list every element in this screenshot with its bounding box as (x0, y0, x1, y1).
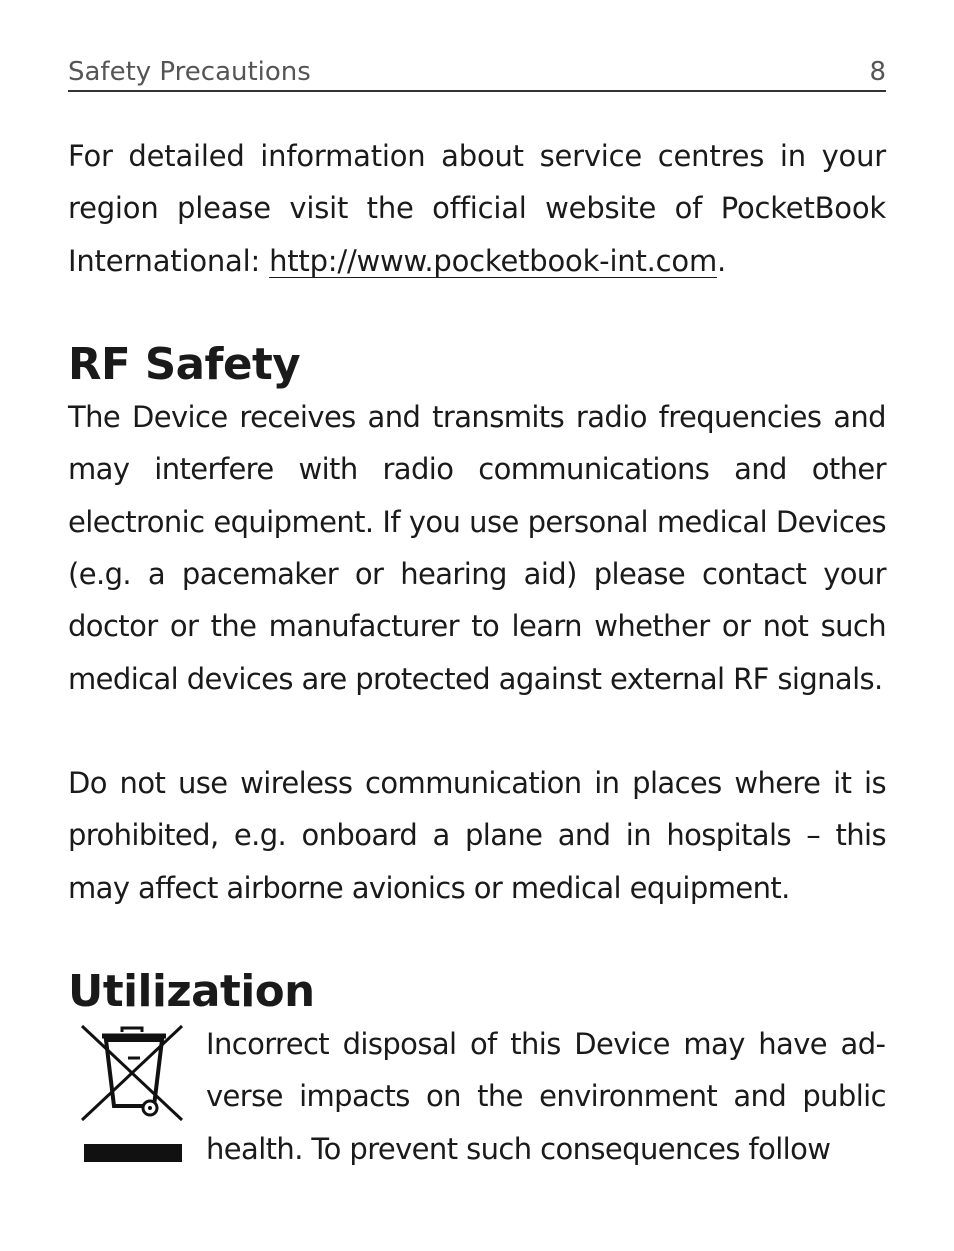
service-info-paragraph (68, 130, 886, 287)
rf-safety-paragraph-2: Do not use wireless communication in places where it is prohibited, e.g. onboard a plane and in hospitals – this may affect airborne avionics or medical equipment. (68, 765, 886, 905)
pocketbook-website-link[interactable]: http://www.pocketbook-int.com (269, 243, 718, 278)
utilization-block (68, 1018, 886, 1175)
utilization-heading: Utilization (68, 966, 315, 1017)
page-number: 8 (869, 57, 886, 87)
page-content (68, 130, 886, 1175)
utilization-paragraph: Incorrect disposal of this Device may have adverse impacts on the environment and public health. To prevent such consequences follow (206, 1027, 886, 1166)
header-title: Safety Precautions (68, 57, 311, 87)
crossed-out-wheelie-bin-icon (76, 1024, 188, 1164)
page-header (68, 56, 886, 92)
rf-safety-heading: RF Safety (68, 339, 301, 390)
service-info-period: . (717, 243, 727, 278)
service-info-text: For detailed information about service centres in your region please visit the official website of PocketBook International: (68, 139, 886, 278)
rf-safety-paragraph-1: The Device receives and transmits radio frequencies and may interfere with radio communications and other electronic equipment. If you use personal medical Devices (e.g. a pacemaker or hearing aid) please contact your doctor or the manufacturer to learn whether or not such medical devices are protected against external RF signals. (68, 400, 886, 696)
